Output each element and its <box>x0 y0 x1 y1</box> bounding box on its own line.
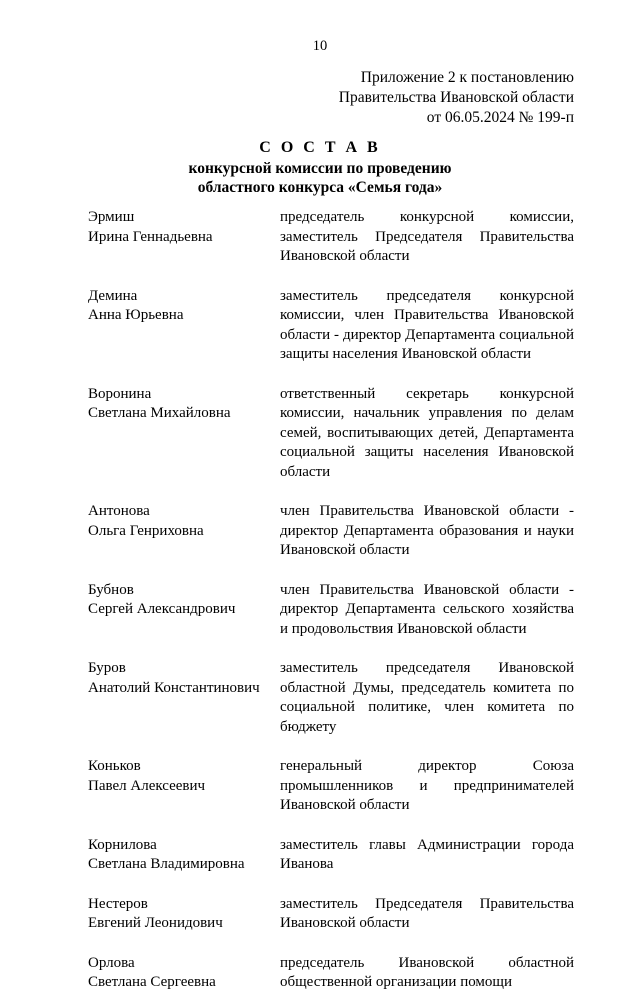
member-role: член Правительства Ивановской области - директор Департамента сельского хозяйства и продовольствия Ивановской области <box>280 581 574 637</box>
document-title <box>0 138 640 197</box>
member-row <box>88 287 574 365</box>
member-name <box>88 287 280 365</box>
member-name <box>88 757 280 816</box>
member-name <box>88 208 280 267</box>
member-surname: Антонова <box>88 503 150 519</box>
member-row <box>88 581 574 640</box>
appendix-line-2: Правительства Ивановской области <box>338 89 574 106</box>
member-name <box>88 385 280 483</box>
member-given-names: Ольга Генриховна <box>88 522 204 539</box>
member-name <box>88 836 280 875</box>
member-given-names: Светлана Владимировна <box>88 856 245 872</box>
member-given-names: Светлана Сергеевна <box>88 974 216 990</box>
member-given-names: Павел Алексеевич <box>88 777 206 794</box>
member-role: председатель Ивановской областной общественной организации помощи <box>280 954 574 990</box>
member-given-names: Анатолий Константинович <box>88 679 260 696</box>
member-given-names: Евгений Леонидович <box>88 915 223 931</box>
title-line-2: конкурсной комиссии по проведению <box>188 160 452 177</box>
member-row <box>88 895 574 934</box>
member-surname: Коньков <box>88 758 141 774</box>
member-given-names: Ирина Геннадьевна <box>88 228 213 245</box>
member-row <box>88 385 574 483</box>
member-surname: Нестеров <box>88 895 148 912</box>
member-surname: Воронина <box>88 385 152 402</box>
member-surname: Эрмиш <box>88 209 135 225</box>
commission-members-list <box>88 208 574 993</box>
member-surname: Орлова <box>88 954 135 971</box>
appendix-reference <box>339 68 574 128</box>
member-given-names: Сергей Александрович <box>88 601 236 617</box>
page-number: 10 <box>312 38 328 54</box>
member-surname: Корнилова <box>88 836 157 853</box>
member-surname: Бубнов <box>88 581 134 598</box>
appendix-line-3: от 06.05.2024 № 199-п <box>426 109 574 126</box>
member-name <box>88 659 280 737</box>
member-given-names: Анна Юрьевна <box>88 307 184 323</box>
title-line-3: областного конкурса «Семья года» <box>197 179 443 196</box>
member-row <box>88 208 574 267</box>
member-surname: Буров <box>88 660 126 676</box>
member-name <box>88 954 280 993</box>
member-role: ответственный секретарь конкурсной комиссии, начальник управления по делам семей, воспитывающих детей, Департамента социальной защиты населения Ивановской области <box>280 385 574 480</box>
member-role: генеральный директор Союза промышленников и предпринимателей Ивановской области <box>280 758 574 813</box>
member-row <box>88 757 574 816</box>
member-row <box>88 836 574 875</box>
member-surname: Демина <box>88 287 138 304</box>
member-name <box>88 581 280 640</box>
member-row <box>88 954 574 993</box>
member-role: заместитель главы Администрации города Иванова <box>280 836 574 872</box>
member-role: заместитель Председателя Правительства Ивановской области <box>280 895 574 931</box>
appendix-line-1: Приложение 2 к постановлению <box>360 69 574 86</box>
member-row <box>88 659 574 737</box>
member-role: член Правительства Ивановской области - директор Департамента образования и науки Ивановской области <box>280 503 574 558</box>
member-role: заместитель председателя конкурсной комиссии, член Правительства Ивановской области - директор Департамента социальной защиты населения Ивановской области <box>280 287 574 362</box>
member-role: председатель конкурсной комиссии, заместитель Председателя Правительства Ивановской области <box>280 209 574 264</box>
member-role: заместитель председателя Ивановской областной Думы, председатель комитета по социальной политике, член комитета по бюджету <box>280 660 574 735</box>
member-name <box>88 502 280 561</box>
member-given-names: Светлана Михайловна <box>88 405 231 421</box>
member-row <box>88 502 574 561</box>
member-name <box>88 895 280 934</box>
title-heading: С О С Т А В <box>259 139 381 156</box>
